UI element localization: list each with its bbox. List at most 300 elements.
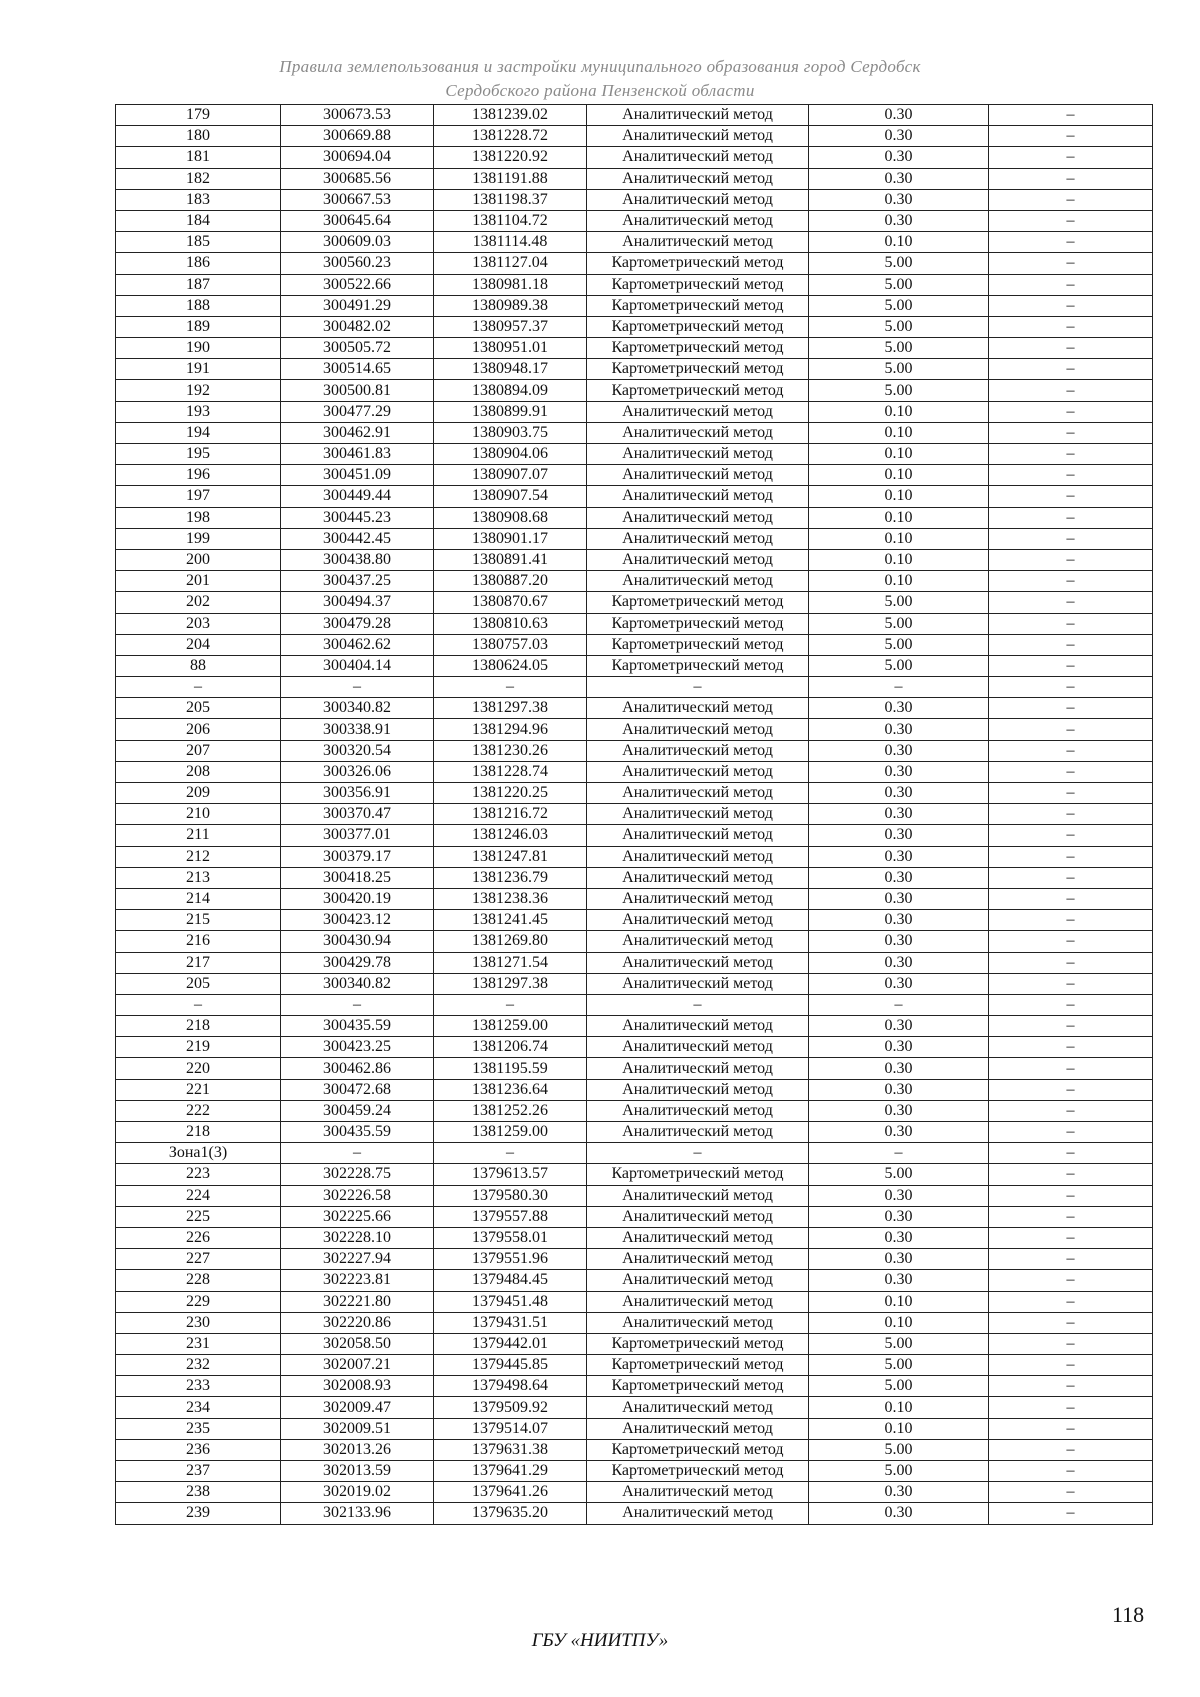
x-coordinate-cell: 300694.04	[281, 147, 434, 168]
accuracy-cell: 0.30	[809, 888, 989, 909]
method-cell: Аналитический метод	[587, 1185, 809, 1206]
table-row	[116, 740, 1153, 761]
y-coordinate-cell: 1381220.92	[434, 147, 587, 168]
note-cell: –	[989, 1122, 1153, 1143]
y-coordinate-cell: 1380870.67	[434, 592, 587, 613]
note-cell: –	[989, 1333, 1153, 1354]
y-coordinate-cell: 1381239.02	[434, 105, 587, 126]
x-coordinate-cell: 302225.66	[281, 1206, 434, 1227]
accuracy-cell: 0.30	[809, 783, 989, 804]
point-number-cell: 187	[116, 274, 281, 295]
x-coordinate-cell: 300609.03	[281, 232, 434, 253]
note-cell: –	[989, 1270, 1153, 1291]
note-cell: –	[989, 613, 1153, 634]
accuracy-cell: 0.30	[809, 189, 989, 210]
y-coordinate-cell: 1381114.48	[434, 232, 587, 253]
note-cell: –	[989, 655, 1153, 676]
x-coordinate-cell: –	[281, 677, 434, 698]
method-cell: Аналитический метод	[587, 1249, 809, 1270]
y-coordinate-cell: 1381246.03	[434, 825, 587, 846]
note-cell: –	[989, 1058, 1153, 1079]
method-cell: Аналитический метод	[587, 719, 809, 740]
note-cell: –	[989, 465, 1153, 486]
point-number-cell: 219	[116, 1037, 281, 1058]
accuracy-cell: –	[809, 677, 989, 698]
y-coordinate-cell: 1379635.20	[434, 1503, 587, 1524]
note-cell: –	[989, 1376, 1153, 1397]
accuracy-cell: 0.10	[809, 528, 989, 549]
x-coordinate-cell: 302227.94	[281, 1249, 434, 1270]
accuracy-cell: 5.00	[809, 316, 989, 337]
method-cell: Аналитический метод	[587, 147, 809, 168]
method-cell: Аналитический метод	[587, 444, 809, 465]
note-cell: –	[989, 740, 1153, 761]
x-coordinate-cell: 300379.17	[281, 846, 434, 867]
note-cell: –	[989, 931, 1153, 952]
method-cell: Аналитический метод	[587, 1270, 809, 1291]
header-line-2: Сердобского района Пензенской области	[445, 81, 755, 100]
accuracy-cell: 5.00	[809, 338, 989, 359]
table-row	[116, 444, 1153, 465]
table-row	[116, 316, 1153, 337]
note-cell: –	[989, 994, 1153, 1015]
table-row	[116, 1100, 1153, 1121]
note-cell: –	[989, 867, 1153, 888]
method-cell: Аналитический метод	[587, 1016, 809, 1037]
table-row	[116, 1122, 1153, 1143]
table-row	[116, 1333, 1153, 1354]
y-coordinate-cell: 1380624.05	[434, 655, 587, 676]
method-cell: Аналитический метод	[587, 1291, 809, 1312]
point-number-cell: 193	[116, 401, 281, 422]
table-row	[116, 634, 1153, 655]
table-row	[116, 1249, 1153, 1270]
x-coordinate-cell: 302009.47	[281, 1397, 434, 1418]
table-row	[116, 168, 1153, 189]
point-number-cell: 185	[116, 232, 281, 253]
point-number-cell: 218	[116, 1122, 281, 1143]
x-coordinate-cell: 302058.50	[281, 1333, 434, 1354]
accuracy-cell: 5.00	[809, 1376, 989, 1397]
x-coordinate-cell: 300442.45	[281, 528, 434, 549]
method-cell: Картометрический метод	[587, 634, 809, 655]
accuracy-cell: 0.10	[809, 571, 989, 592]
method-cell: Аналитический метод	[587, 931, 809, 952]
method-cell: Аналитический метод	[587, 783, 809, 804]
method-cell: Аналитический метод	[587, 846, 809, 867]
point-number-cell: 214	[116, 888, 281, 909]
note-cell: –	[989, 698, 1153, 719]
y-coordinate-cell: 1380907.07	[434, 465, 587, 486]
note-cell: –	[989, 1291, 1153, 1312]
x-coordinate-cell: 300477.29	[281, 401, 434, 422]
method-cell: Аналитический метод	[587, 867, 809, 888]
point-number-cell: 231	[116, 1333, 281, 1354]
x-coordinate-cell: 300514.65	[281, 359, 434, 380]
y-coordinate-cell: 1379431.51	[434, 1312, 587, 1333]
table-row	[116, 952, 1153, 973]
note-cell: –	[989, 105, 1153, 126]
table-row	[116, 719, 1153, 740]
y-coordinate-cell: 1380981.18	[434, 274, 587, 295]
point-number-cell: 190	[116, 338, 281, 359]
method-cell: Картометрический метод	[587, 1333, 809, 1354]
table-row	[116, 295, 1153, 316]
point-number-cell: 202	[116, 592, 281, 613]
accuracy-cell: 0.10	[809, 486, 989, 507]
note-cell: –	[989, 274, 1153, 295]
accuracy-cell: 0.30	[809, 1227, 989, 1248]
method-cell: Аналитический метод	[587, 1312, 809, 1333]
table-row	[116, 1312, 1153, 1333]
point-number-cell: 225	[116, 1206, 281, 1227]
accuracy-cell: 5.00	[809, 1355, 989, 1376]
note-cell: –	[989, 1164, 1153, 1185]
table-row	[116, 147, 1153, 168]
x-coordinate-cell: 300667.53	[281, 189, 434, 210]
note-cell: –	[989, 210, 1153, 231]
point-number-cell: 237	[116, 1461, 281, 1482]
method-cell: Картометрический метод	[587, 295, 809, 316]
accuracy-cell: 5.00	[809, 380, 989, 401]
x-coordinate-cell: 300462.62	[281, 634, 434, 655]
accuracy-cell: 0.30	[809, 210, 989, 231]
accuracy-cell: 5.00	[809, 592, 989, 613]
table-row	[116, 571, 1153, 592]
x-coordinate-cell: 300420.19	[281, 888, 434, 909]
y-coordinate-cell: 1380951.01	[434, 338, 587, 359]
method-cell: Аналитический метод	[587, 528, 809, 549]
y-coordinate-cell: 1381230.26	[434, 740, 587, 761]
point-number-cell: –	[116, 677, 281, 698]
accuracy-cell: 5.00	[809, 1461, 989, 1482]
accuracy-cell: 0.10	[809, 549, 989, 570]
point-number-cell: 226	[116, 1227, 281, 1248]
note-cell: –	[989, 1439, 1153, 1460]
method-cell: Аналитический метод	[587, 1058, 809, 1079]
accuracy-cell: 5.00	[809, 359, 989, 380]
x-coordinate-cell: 300451.09	[281, 465, 434, 486]
note-cell: –	[989, 126, 1153, 147]
note-cell: –	[989, 825, 1153, 846]
y-coordinate-cell: 1379641.29	[434, 1461, 587, 1482]
point-number-cell: 238	[116, 1482, 281, 1503]
note-cell: –	[989, 592, 1153, 613]
note-cell: –	[989, 761, 1153, 782]
x-coordinate-cell: 300461.83	[281, 444, 434, 465]
accuracy-cell: 0.10	[809, 1291, 989, 1312]
y-coordinate-cell: 1381259.00	[434, 1016, 587, 1037]
y-coordinate-cell: –	[434, 677, 587, 698]
x-coordinate-cell: 300462.86	[281, 1058, 434, 1079]
point-number-cell: Зона1(3)	[116, 1143, 281, 1164]
note-cell: –	[989, 486, 1153, 507]
table-row	[116, 232, 1153, 253]
table-row	[116, 804, 1153, 825]
accuracy-cell: 0.30	[809, 126, 989, 147]
point-number-cell: 209	[116, 783, 281, 804]
method-cell: Картометрический метод	[587, 359, 809, 380]
x-coordinate-cell: 300482.02	[281, 316, 434, 337]
x-coordinate-cell: 302228.75	[281, 1164, 434, 1185]
accuracy-cell: 0.30	[809, 1016, 989, 1037]
note-cell: –	[989, 1037, 1153, 1058]
table-row	[116, 1397, 1153, 1418]
table-row	[116, 825, 1153, 846]
y-coordinate-cell: 1381236.64	[434, 1079, 587, 1100]
note-cell: –	[989, 1249, 1153, 1270]
accuracy-cell: 0.30	[809, 1185, 989, 1206]
x-coordinate-cell: 302008.93	[281, 1376, 434, 1397]
point-number-cell: 215	[116, 910, 281, 931]
x-coordinate-cell: 300479.28	[281, 613, 434, 634]
header-line-1: Правила землепользования и застройки муниципального образования город Сердобск	[279, 57, 921, 76]
method-cell: Аналитический метод	[587, 1503, 809, 1524]
method-cell: Картометрический метод	[587, 253, 809, 274]
table-row	[116, 1037, 1153, 1058]
note-cell: –	[989, 1461, 1153, 1482]
note-cell: –	[989, 528, 1153, 549]
x-coordinate-cell: 302223.81	[281, 1270, 434, 1291]
note-cell: –	[989, 338, 1153, 359]
table-row	[116, 931, 1153, 952]
accuracy-cell: 5.00	[809, 634, 989, 655]
table-row	[116, 1503, 1153, 1524]
x-coordinate-cell: 300340.82	[281, 698, 434, 719]
x-coordinate-cell: 300459.24	[281, 1100, 434, 1121]
y-coordinate-cell: 1381236.79	[434, 867, 587, 888]
note-cell: –	[989, 1079, 1153, 1100]
y-coordinate-cell: 1380904.06	[434, 444, 587, 465]
accuracy-cell: 0.30	[809, 168, 989, 189]
point-number-cell: 224	[116, 1185, 281, 1206]
x-coordinate-cell: 300320.54	[281, 740, 434, 761]
table-row	[116, 359, 1153, 380]
y-coordinate-cell: 1381228.74	[434, 761, 587, 782]
table-row	[116, 783, 1153, 804]
y-coordinate-cell: 1381294.96	[434, 719, 587, 740]
point-number-cell: 239	[116, 1503, 281, 1524]
point-number-cell: 194	[116, 422, 281, 443]
y-coordinate-cell: 1381241.45	[434, 910, 587, 931]
x-coordinate-cell: 300437.25	[281, 571, 434, 592]
note-cell: –	[989, 1100, 1153, 1121]
accuracy-cell: –	[809, 994, 989, 1015]
point-number-cell: 201	[116, 571, 281, 592]
table-row	[116, 1206, 1153, 1227]
table-row	[116, 1227, 1153, 1248]
x-coordinate-cell: 300430.94	[281, 931, 434, 952]
y-coordinate-cell: 1380891.41	[434, 549, 587, 570]
y-coordinate-cell: –	[434, 1143, 587, 1164]
y-coordinate-cell: 1381216.72	[434, 804, 587, 825]
table-row	[116, 1418, 1153, 1439]
method-cell: Аналитический метод	[587, 507, 809, 528]
coordinates-table-body	[116, 105, 1153, 1525]
table-row	[116, 1482, 1153, 1503]
accuracy-cell: 0.10	[809, 1312, 989, 1333]
accuracy-cell: –	[809, 1143, 989, 1164]
x-coordinate-cell: –	[281, 1143, 434, 1164]
x-coordinate-cell: 300560.23	[281, 253, 434, 274]
table-row	[116, 274, 1153, 295]
method-cell: Аналитический метод	[587, 465, 809, 486]
method-cell: Аналитический метод	[587, 740, 809, 761]
method-cell: Картометрический метод	[587, 1461, 809, 1482]
method-cell: Аналитический метод	[587, 1482, 809, 1503]
accuracy-cell: 0.30	[809, 1482, 989, 1503]
table-row	[116, 126, 1153, 147]
x-coordinate-cell: 300438.80	[281, 549, 434, 570]
point-number-cell: 197	[116, 486, 281, 507]
accuracy-cell: 0.30	[809, 973, 989, 994]
point-number-cell: 236	[116, 1439, 281, 1460]
note-cell: –	[989, 189, 1153, 210]
method-cell: Аналитический метод	[587, 761, 809, 782]
table-row	[116, 189, 1153, 210]
page-footer: ГБУ «НИИТПУ»	[531, 1630, 669, 1651]
point-number-cell: 210	[116, 804, 281, 825]
method-cell: Аналитический метод	[587, 105, 809, 126]
note-cell: –	[989, 401, 1153, 422]
note-cell: –	[989, 1016, 1153, 1037]
note-cell: –	[989, 380, 1153, 401]
y-coordinate-cell: 1381252.26	[434, 1100, 587, 1121]
accuracy-cell: 5.00	[809, 1333, 989, 1354]
y-coordinate-cell: 1380887.20	[434, 571, 587, 592]
point-number-cell: 220	[116, 1058, 281, 1079]
table-row	[116, 1143, 1153, 1164]
point-number-cell: 181	[116, 147, 281, 168]
table-row	[116, 528, 1153, 549]
accuracy-cell: 0.30	[809, 931, 989, 952]
method-cell: Картометрический метод	[587, 1439, 809, 1460]
note-cell: –	[989, 444, 1153, 465]
note-cell: –	[989, 253, 1153, 274]
table-row	[116, 380, 1153, 401]
point-number-cell: 198	[116, 507, 281, 528]
note-cell: –	[989, 1503, 1153, 1524]
accuracy-cell: 0.10	[809, 1397, 989, 1418]
point-number-cell: 233	[116, 1376, 281, 1397]
y-coordinate-cell: 1379613.57	[434, 1164, 587, 1185]
point-number-cell: 227	[116, 1249, 281, 1270]
point-number-cell: 188	[116, 295, 281, 316]
note-cell: –	[989, 359, 1153, 380]
x-coordinate-cell: 300370.47	[281, 804, 434, 825]
method-cell: Аналитический метод	[587, 910, 809, 931]
accuracy-cell: 0.30	[809, 105, 989, 126]
note-cell: –	[989, 1227, 1153, 1248]
x-coordinate-cell: 300673.53	[281, 105, 434, 126]
point-number-cell: 205	[116, 698, 281, 719]
y-coordinate-cell: 1379484.45	[434, 1270, 587, 1291]
y-coordinate-cell: 1380989.38	[434, 295, 587, 316]
point-number-cell: 205	[116, 973, 281, 994]
accuracy-cell: 5.00	[809, 1164, 989, 1185]
x-coordinate-cell: 300494.37	[281, 592, 434, 613]
x-coordinate-cell: 302220.86	[281, 1312, 434, 1333]
note-cell: –	[989, 316, 1153, 337]
y-coordinate-cell: 1380901.17	[434, 528, 587, 549]
table-row	[116, 867, 1153, 888]
point-number-cell: 232	[116, 1355, 281, 1376]
note-cell: –	[989, 634, 1153, 655]
point-number-cell: 217	[116, 952, 281, 973]
x-coordinate-cell: 302133.96	[281, 1503, 434, 1524]
method-cell: Картометрический метод	[587, 380, 809, 401]
note-cell: –	[989, 232, 1153, 253]
method-cell: Картометрический метод	[587, 316, 809, 337]
point-number-cell: 221	[116, 1079, 281, 1100]
point-number-cell: 213	[116, 867, 281, 888]
table-row	[116, 698, 1153, 719]
y-coordinate-cell: 1381206.74	[434, 1037, 587, 1058]
y-coordinate-cell: 1379509.92	[434, 1397, 587, 1418]
method-cell: –	[587, 994, 809, 1015]
point-number-cell: 211	[116, 825, 281, 846]
accuracy-cell: 0.30	[809, 1058, 989, 1079]
note-cell: –	[989, 422, 1153, 443]
table-row	[116, 422, 1153, 443]
method-cell: Аналитический метод	[587, 1418, 809, 1439]
method-cell: Аналитический метод	[587, 549, 809, 570]
point-number-cell: 212	[116, 846, 281, 867]
note-cell: –	[989, 783, 1153, 804]
x-coordinate-cell: 300435.59	[281, 1016, 434, 1037]
x-coordinate-cell: 300404.14	[281, 655, 434, 676]
x-coordinate-cell: 302226.58	[281, 1185, 434, 1206]
point-number-cell: 182	[116, 168, 281, 189]
accuracy-cell: 0.30	[809, 1037, 989, 1058]
point-number-cell: 234	[116, 1397, 281, 1418]
accuracy-cell: 0.30	[809, 1270, 989, 1291]
point-number-cell: 208	[116, 761, 281, 782]
table-row	[116, 613, 1153, 634]
accuracy-cell: 0.30	[809, 867, 989, 888]
method-cell: Картометрический метод	[587, 1376, 809, 1397]
accuracy-cell: 0.10	[809, 401, 989, 422]
method-cell: Аналитический метод	[587, 401, 809, 422]
method-cell: Картометрический метод	[587, 1355, 809, 1376]
x-coordinate-cell: 300462.91	[281, 422, 434, 443]
method-cell: Аналитический метод	[587, 232, 809, 253]
table-row	[116, 1164, 1153, 1185]
point-number-cell: –	[116, 994, 281, 1015]
method-cell: Картометрический метод	[587, 655, 809, 676]
method-cell: Аналитический метод	[587, 1037, 809, 1058]
y-coordinate-cell: 1381228.72	[434, 126, 587, 147]
note-cell: –	[989, 1355, 1153, 1376]
table-row	[116, 507, 1153, 528]
accuracy-cell: 0.10	[809, 444, 989, 465]
x-coordinate-cell: 300429.78	[281, 952, 434, 973]
y-coordinate-cell: 1379558.01	[434, 1227, 587, 1248]
method-cell: Аналитический метод	[587, 422, 809, 443]
x-coordinate-cell: 300449.44	[281, 486, 434, 507]
x-coordinate-cell: 300522.66	[281, 274, 434, 295]
accuracy-cell: 0.30	[809, 952, 989, 973]
x-coordinate-cell: 300435.59	[281, 1122, 434, 1143]
x-coordinate-cell: 302013.26	[281, 1439, 434, 1460]
accuracy-cell: 0.30	[809, 1100, 989, 1121]
accuracy-cell: 0.30	[809, 910, 989, 931]
point-number-cell: 229	[116, 1291, 281, 1312]
method-cell: Аналитический метод	[587, 973, 809, 994]
table-row	[116, 401, 1153, 422]
y-coordinate-cell: 1379514.07	[434, 1418, 587, 1439]
method-cell: Картометрический метод	[587, 1164, 809, 1185]
